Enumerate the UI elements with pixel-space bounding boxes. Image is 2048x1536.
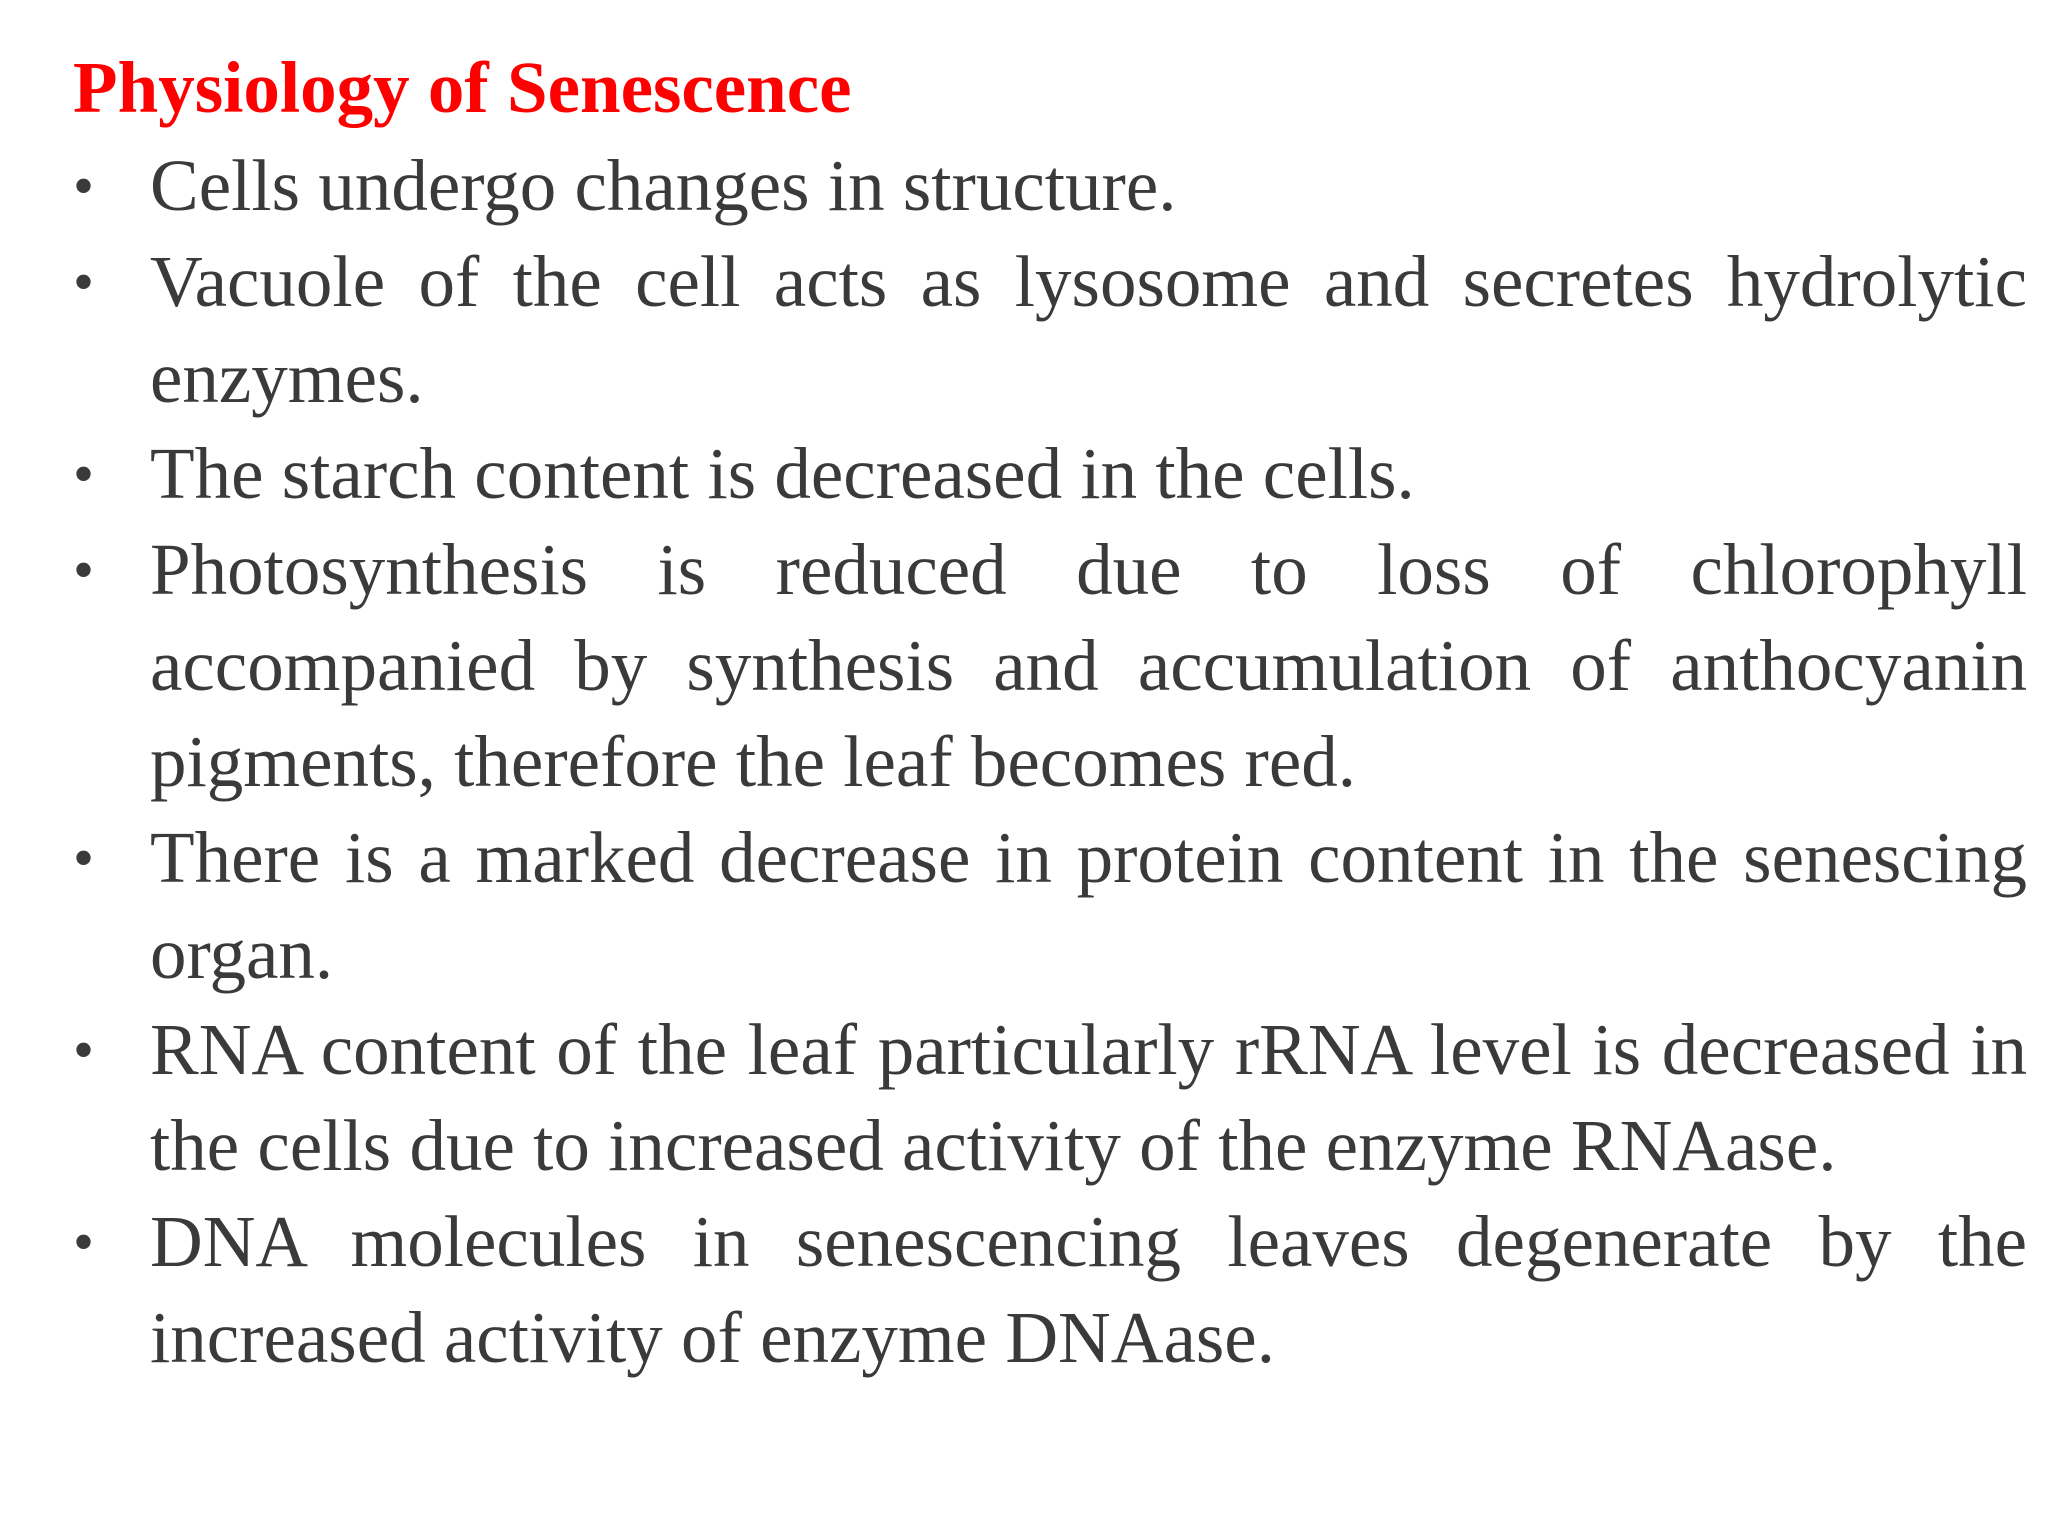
bullet-text: Cells undergo changes in structure. (150, 145, 1177, 226)
bullet-list (73, 138, 2027, 1386)
bullet-item (73, 138, 2027, 234)
bullet-icon: • (73, 1017, 95, 1083)
bullet-item (73, 810, 2027, 1002)
bullet-text: Vacuole of the cell acts as lysosome and secretes hydrolytic enzymes. (150, 241, 2027, 418)
bullet-item (73, 1194, 2027, 1386)
slide-title: Physiology of Senescence (73, 47, 852, 128)
bullet-icon: • (73, 153, 95, 219)
bullet-icon: • (73, 537, 95, 603)
bullet-icon: • (73, 249, 95, 315)
bullet-icon: • (73, 441, 95, 507)
bullet-item (73, 426, 2027, 522)
bullet-icon: • (73, 1209, 95, 1275)
bullet-text: RNA content of the leaf particularly rRNA level is decreased in the cells due to increased activity of the enzyme RNAase. (150, 1009, 2027, 1186)
bullet-item (73, 522, 2027, 810)
bullet-text: The starch content is decreased in the cells. (150, 433, 1415, 514)
bullet-text: Photosynthesis is reduced due to loss of chlorophyll accompanied by synthesis and accumulation of anthocyanin pigments, therefore the leaf becomes red. (150, 529, 2027, 802)
bullet-text: DNA molecules in senescencing leaves degenerate by the increased activity of enzyme DNAase. (150, 1201, 2027, 1378)
bullet-item (73, 1002, 2027, 1194)
bullet-item (73, 234, 2027, 426)
bullet-icon: • (73, 825, 95, 891)
bullet-text: There is a marked decrease in protein content in the senescing organ. (150, 817, 2027, 994)
